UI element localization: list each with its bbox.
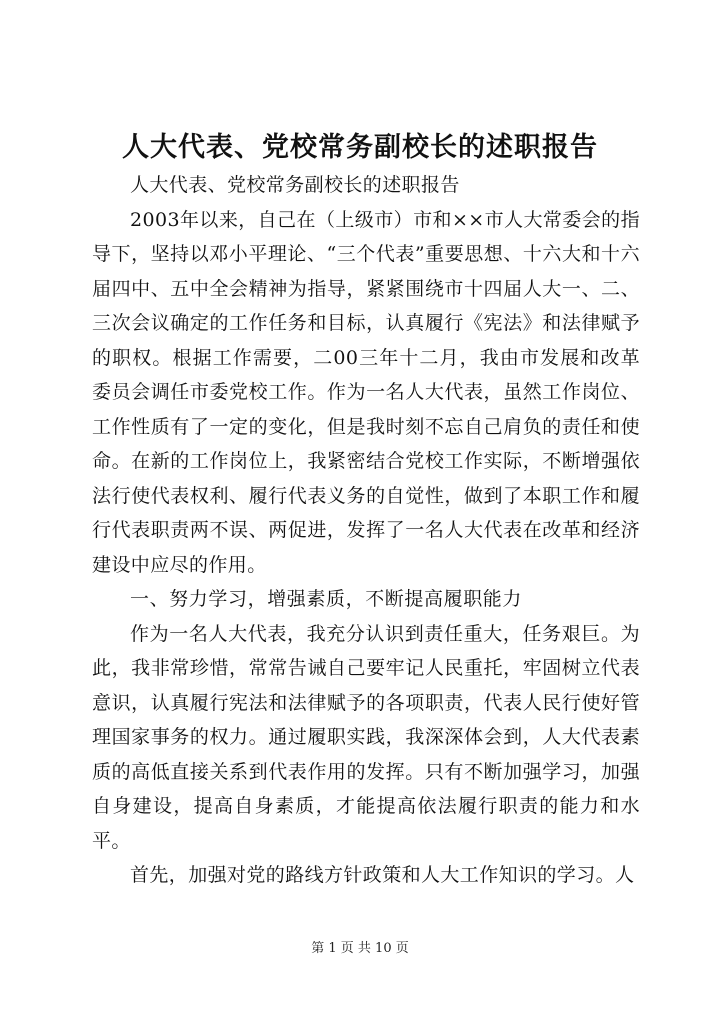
document-body [92,168,640,893]
intro-paragraph: 2003年以来，自己在（上级市）市和××市人大常委会的指导下，坚持以邓小平理论、“三个代表”重要思想、十六大和十六届四中、五中全会精神为指导，紧紧围绕市十四届人大一、二、三次会议确定的工作任务和目标，认真履行《宪法》和法律赋予的职权。根据工作需要，二00三年十二月，我由市发展和改革委员会调任市委党校工作。作为一名人大代表，虽然工作岗位、工作性质有了一定的变化，但是我时刻不忘自己肩负的责任和使命。在新的工作岗位上，我紧密结合党校工作实际，不断增强依法行使代表权利、履行代表义务的自觉性，做到了本职工作和履行代表职责两不误、两促进，发挥了一名人大代表在改革和经济建设中应尽的作用。 [92,208,640,576]
section-heading: 一、努力学习，增强素质，不断提高履职能力 [130,588,523,610]
page-footer: 第 1 页 共 10 页 [311,941,409,956]
subtitle-paragraph: 人大代表、党校常务副校长的述职报告 [130,174,460,196]
document-title: 人大代表、党校常务副校长的述职报告 [122,132,598,163]
continuation-paragraph: 首先，加强对党的路线方针政策和人大工作知识的学习。人 [130,864,635,886]
section-paragraph: 作为一名人大代表，我充分认识到责任重大，任务艰巨。为此，我非常珍惜，常常告诫自己要牢记人民重托，牢固树立代表意识，认真履行宪法和法律赋予的各项职责，代表人民行使好管理国家事务的权力。通过履职实践，我深深体会到，人大代表素质的高低直接关系到代表作用的发挥。只有不断加强学习，加强自身建设，提高自身素质，才能提高依法履行职责的能力和水平。 [92,622,640,852]
